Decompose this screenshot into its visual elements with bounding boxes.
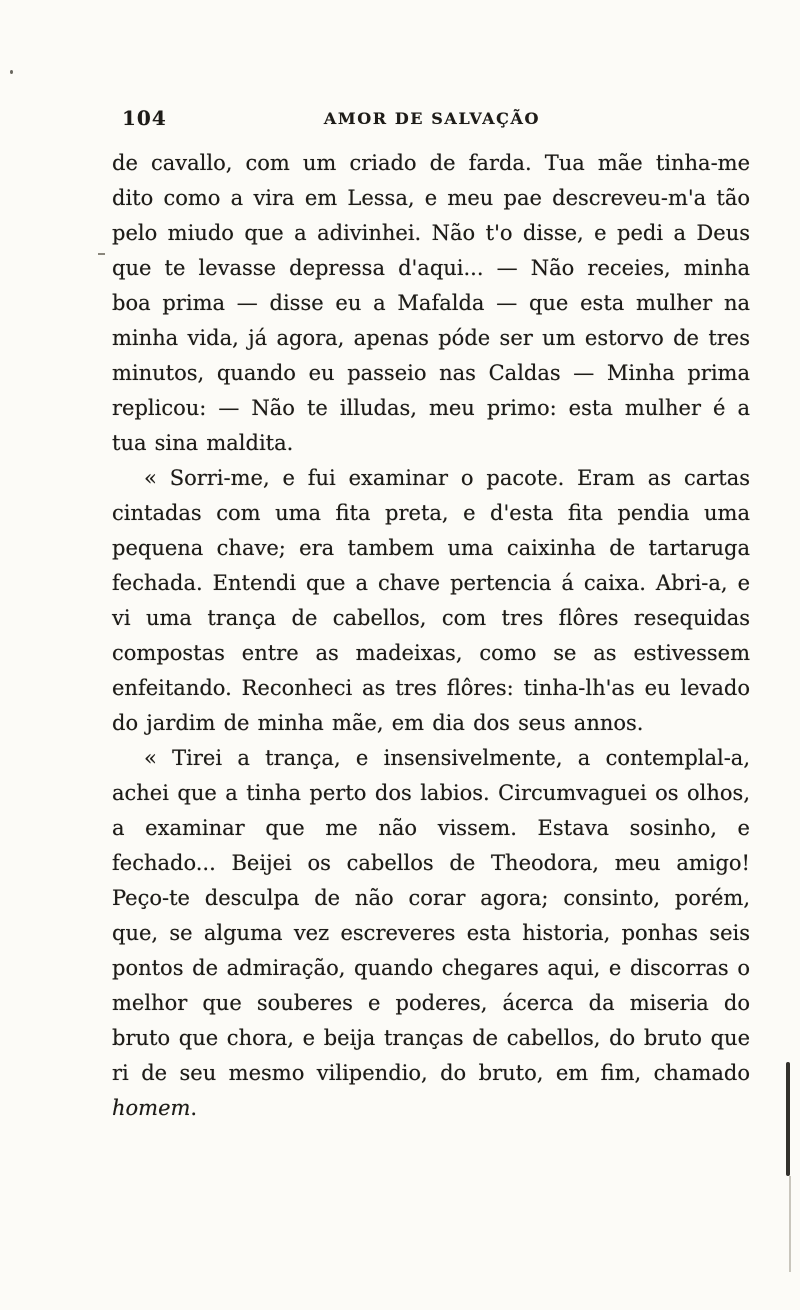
scan-edge-line bbox=[786, 1062, 790, 1176]
paragraph: « Sorri-me, e fui examinar o pacote. Eram as cartas cintadas com uma fita preta, e d'esta fita pendia uma pequena chave; era tambem uma caixinha de tartaruga fechada. Entendi que a chave pertencia á caixa. Abri-a, e vi uma trança de cabellos, com tres flôres resequidas compostas entre as madeixas, como se as estivessem enfeitando. Reconheci as tres flôres: tinha-lh'as eu levado do jardim de minha mãe, em dia dos seus annos. bbox=[112, 466, 750, 735]
paragraph: de cavallo, com um criado de farda. Tua mãe tinha-me dito como a vira em Lessa, e meu pae descreveu-m'a tão pelo miudo que a adivinhei. Não t'o disse, e pedi a Deus que te levasse depressa d'aqui... — Não receies, minha boa prima — disse eu a Mafalda — que esta mulher na minha vida, já agora, apenas póde ser um estorvo de tres minutos, quando eu passeio nas Caldas — Minha prima replicou: — Não te illudas, meu primo: esta mulher é a tua sina maldita. bbox=[112, 151, 750, 455]
scan-edge-smudge bbox=[789, 1176, 791, 1272]
page-header bbox=[112, 106, 752, 138]
paragraph-text: « Tirei a trança, e insensivelmente, a contemplal-a, achei que a tinha perto dos labios. Circumvaguei os olhos, a examinar que me não vissem. Estava sosinho, e fechado... Beijei os cabellos de Theodora, meu amigo! Peço-te desculpa de não corar agora; consinto, porém, que, se alguma vez escreveres esta historia, ponhas seis pontos de admiração, quando chegares aqui, e discorras o melhor que souberes e poderes, ácerca da miseria do bruto que chora, e beija tranças de cabellos, do bruto que ri de seu mesmo vilipendio, do bruto, em fim, chamado bbox=[112, 746, 750, 1085]
page-body bbox=[112, 146, 750, 1126]
scan-speck-icon bbox=[10, 70, 13, 74]
page-number: 104 bbox=[122, 106, 167, 130]
italic-word: homem bbox=[112, 1096, 191, 1120]
running-title: AMOR DE SALVAÇÃO bbox=[323, 109, 541, 128]
scan-mark-icon bbox=[98, 253, 105, 255]
paragraph-text: . bbox=[190, 1096, 198, 1120]
paragraph bbox=[112, 741, 750, 1126]
